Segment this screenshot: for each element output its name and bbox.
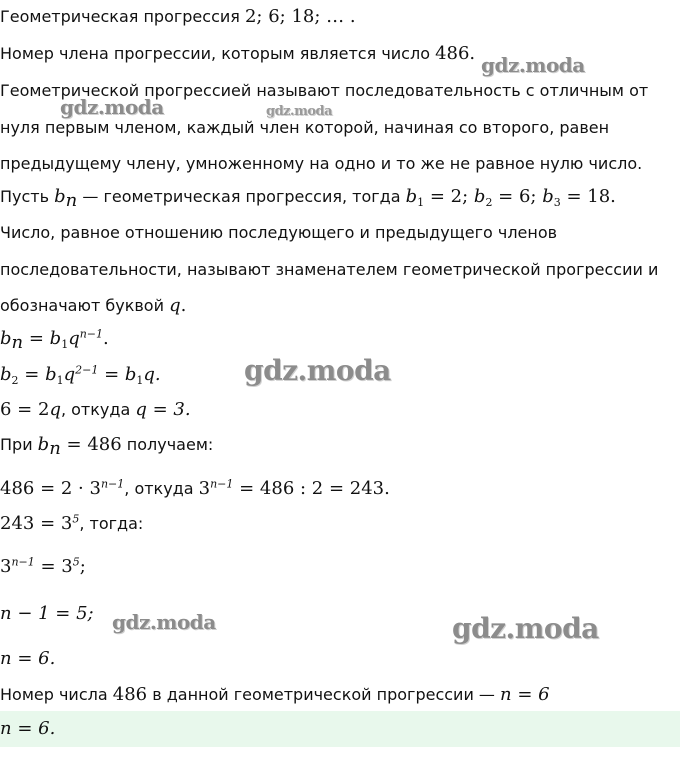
- substitution-intro: При $b_n = 486$ получаем:: [0, 434, 214, 460]
- ratio-solution: 6 = 2q, откуда q = 3.: [0, 399, 191, 420]
- second-term-formula: $b_2 = b_1q^{2-1} = b_1q$.: [0, 363, 161, 388]
- watermark: gdz.moda: [266, 104, 333, 119]
- answer-box: [0, 711, 680, 747]
- conclusion: Номер числа 486 в данной геометрической прогрессии — n = 6: [0, 684, 550, 705]
- definition-line-3: предыдущему члену, умноженному на одно и то же не равное нулю число.: [0, 154, 643, 173]
- given-terms: Пусть $b_n$ — геометрическая прогрессия, тогда $b_1 = 2$; $b_2 = 6$; $b_3 = 18$.: [0, 186, 616, 212]
- equation-step-1: $486 = 2 \cdot 3^{n-1}$, откуда $3^{n-1} = 486$ : 2 = 243.: [0, 477, 390, 499]
- progression-terms: 2; 6; 18; … .: [244, 6, 356, 27]
- ratio-definition-3: обозначают буквой q.: [0, 295, 187, 316]
- watermark: gdz.moda: [112, 610, 216, 634]
- watermark: gdz.moda: [60, 95, 164, 119]
- watermark: gdz.moda: [481, 53, 585, 77]
- equation-result: n = 6.: [0, 648, 56, 669]
- equation-step-2: $243 = 3^5$, тогда:: [0, 512, 144, 534]
- ratio-definition-2: последовательности, называют знаменателем геометрической прогрессии и: [0, 260, 659, 279]
- task-question: Номер члена прогрессии, которым является число 486.: [0, 43, 476, 64]
- general-term-formula: $b_n = b_1q^{n-1}$.: [0, 327, 109, 354]
- equation-step-3: $3^{n-1} = 3^5$;: [0, 555, 86, 577]
- ratio-definition-1: Число, равное отношению последующего и предыдущего членов: [0, 223, 558, 242]
- definition-line-2: нуля первым членом, каждый член которой, начиная со второго, равен: [0, 118, 610, 137]
- watermark: gdz.moda: [244, 354, 391, 387]
- target-number: 486.: [435, 43, 476, 64]
- definition-line-1: Геометрической прогрессией называют последовательность с отличным от: [0, 81, 649, 100]
- equation-step-4: n − 1 = 5;: [0, 603, 94, 624]
- task-statement: Геометрическая прогрессия 2; 6; 18; … .: [0, 6, 356, 27]
- watermark: gdz.moda: [452, 612, 599, 645]
- answer-value: n = 6.: [0, 718, 56, 739]
